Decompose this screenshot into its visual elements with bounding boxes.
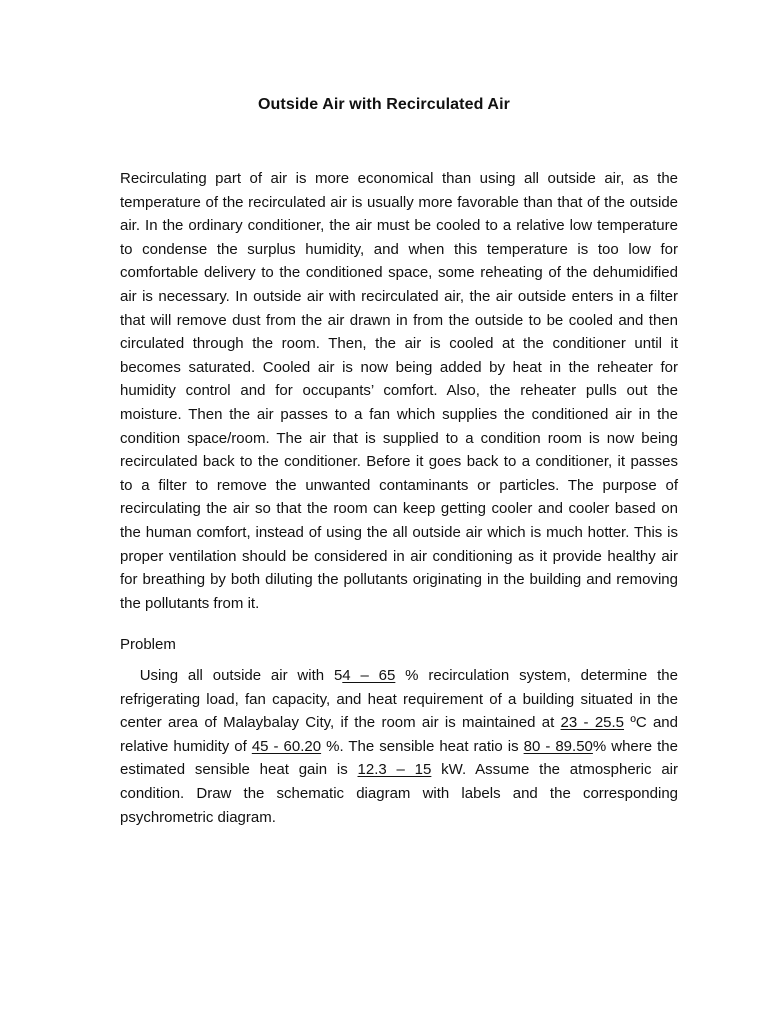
recirculation-range: 4 – 65 [342,667,396,684]
temperature-range: 23 - 25.5 [560,714,625,732]
problem-paragraph [120,664,678,829]
problem-text-3: ºC and relative humidity of [120,714,678,755]
problem-heading: Problem [120,636,176,653]
sensible-heat-ratio-range: 80 - 89.50 [523,737,593,755]
sensible-heat-gain-range: 12.3 – 15 [357,761,432,779]
document-title: Outside Air with Recirculated Air [258,96,510,113]
paragraph-recirculation-description: Recirculating part of air is more economical than using all outside air, as the temperature of the recirculated air is usually more favorable than that of the outside air. In the ordinary conditioner, the air must be cooled to a relative low temperature to condense the surplus humidity, and when this temperature is too low for comfortable delivery to the conditioned space, some reheating of the dehumidified air is necessary. In outside air with recirculated air, the air outside enters in a filter that will remove dust from the air drawn in from the outside to be cooled and then circulated through the room. Then, the air is cooled at the conditioner until it becomes saturated. Cooled air is now being added by heat in the reheater for humidity control and for occupants’ comfort. Also, the reheater pulls out the moisture. Then the air passes to a fan which supplies the conditioned air in the condition space/room. The air that is supplied to a condition room is now being recirculated back to the conditioner. Before it goes back to a conditioner, it passes to a filter to remove the unwanted contaminants or particles. The purpose of recirculating the air so that the room can keep getting cooler and cooler based on the human comfort, instead of using the all outside air which is much hotter. This is proper ventilation should be considered in air conditioning as it provide healthy air for breathing by both diluting the pollutants originating in the building and removing the pollutants from it. [120,170,678,612]
problem-text-2: % recirculation system, determine the refrigerating load, fan capacity, and heat requirement of a building situated in the center area of Malaybalay City, if the room air is maintained at [120,667,678,732]
problem-text-4: %. The sensible heat ratio is [321,737,524,755]
problem-text-5: % where the estimated sensible heat gain is [120,737,678,779]
problem-text-1: Using all outside air with 5 [139,667,343,684]
problem-text-6: kW. Assume the atmospheric air condition. Draw the schematic diagram with labels and the corresponding psychrometric diagram. [120,761,678,826]
humidity-range: 45 - 60.20 [251,737,322,755]
